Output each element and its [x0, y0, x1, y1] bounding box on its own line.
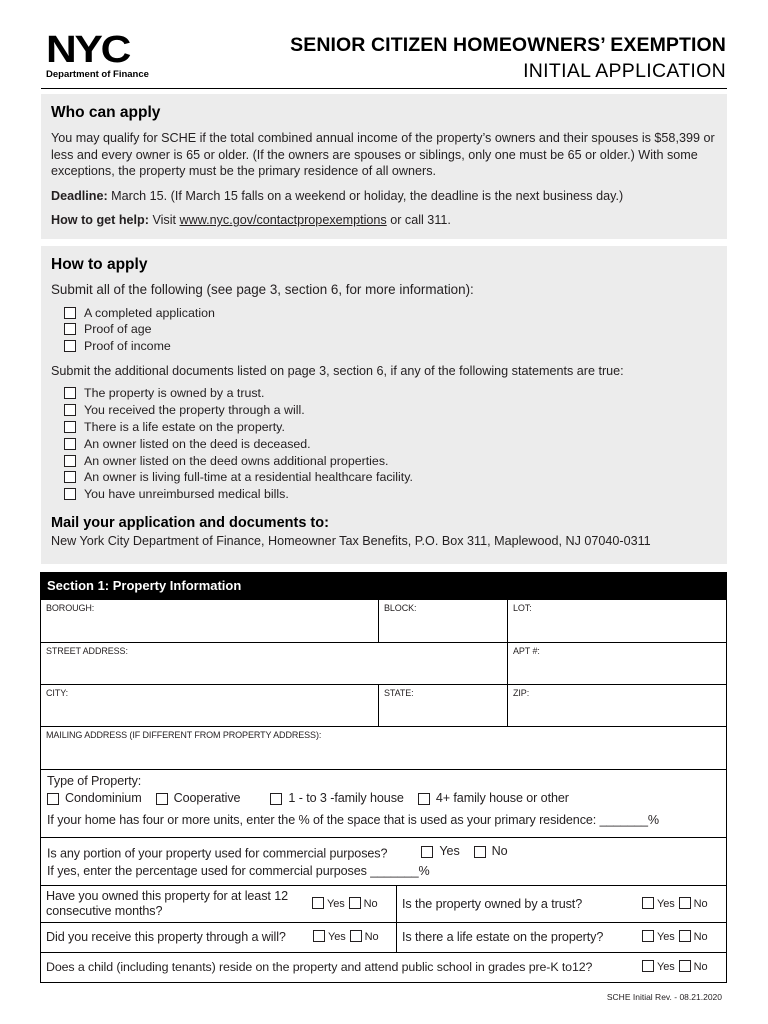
- checkbox-icon[interactable]: [350, 930, 362, 942]
- checkbox-icon[interactable]: [418, 793, 430, 805]
- checkbox-icon[interactable]: [313, 930, 325, 942]
- nyc-logo: [46, 29, 176, 83]
- checkbox-icon[interactable]: [64, 387, 76, 399]
- mailing-address-field[interactable]: MAILING ADDRESS (IF DIFFERENT FROM PROPERTY ADDRESS):: [46, 730, 322, 740]
- statement-item: [64, 436, 717, 453]
- help-pre: Visit: [148, 213, 180, 227]
- checkbox-icon[interactable]: [642, 930, 654, 942]
- checkbox-icon[interactable]: [64, 307, 76, 319]
- checkbox-icon[interactable]: [679, 930, 691, 942]
- child-yes[interactable]: [638, 959, 675, 976]
- borough-field[interactable]: BOROUGH:: [46, 603, 95, 613]
- statement-label: You have unreimbursed medical bills.: [84, 487, 289, 502]
- how-to-apply-heading: How to apply: [51, 256, 148, 273]
- mail-address: New York City Department of Finance, Homeowner Tax Benefits, P.O. Box 311, Maplewood, NJ 07040-0311: [51, 533, 651, 548]
- life-question-cell: [396, 923, 726, 952]
- required-doc-item: [64, 305, 717, 322]
- property-type-label: Condominium: [65, 791, 142, 805]
- required-documents-list: [64, 305, 717, 355]
- additional-intro: Submit the additional documents listed on page 3, section 6, if any of the following statements are true:: [51, 363, 624, 378]
- no-label: No: [693, 961, 708, 973]
- statement-label: The property is owned by a trust.: [84, 386, 265, 401]
- checkbox-icon[interactable]: [64, 404, 76, 416]
- required-doc-label: Proof of income: [84, 339, 171, 354]
- borough-row: [41, 600, 726, 642]
- will-life-row: [41, 922, 726, 952]
- form-title-block: [290, 34, 726, 83]
- street-address-field[interactable]: STREET ADDRESS:: [46, 646, 128, 656]
- will-question: Did you receive this property through a will?: [46, 930, 286, 944]
- lot-field[interactable]: LOT:: [507, 600, 726, 642]
- apt-field[interactable]: APT #:: [507, 643, 726, 684]
- statement-label: An owner listed on the deed is deceased.: [84, 436, 311, 451]
- type-of-property: [41, 770, 726, 837]
- form-title: SENIOR CITIZEN HOMEOWNERS’ EXEMPTION: [290, 34, 726, 56]
- checkbox-icon[interactable]: [474, 846, 486, 858]
- checkbox-icon[interactable]: [270, 793, 282, 805]
- trust-question: Is the property owned by a trust?: [402, 896, 583, 911]
- nyc-logo-mark: NYC: [46, 29, 130, 71]
- statement-label: An owner is living full-time at a residential healthcare facility.: [84, 470, 413, 485]
- commercial-percentage: If yes, enter the percentage used for commercial purposes _______%: [47, 863, 430, 878]
- section-1-property-information: [40, 572, 727, 983]
- commercial-no[interactable]: [474, 843, 508, 860]
- owned-question: Have you owned this property for at least 12 consecutive months?: [46, 889, 289, 918]
- yes-label: Yes: [439, 844, 460, 858]
- yes-label: Yes: [328, 931, 346, 943]
- checkbox-icon[interactable]: [679, 960, 691, 972]
- statement-item: [64, 453, 717, 470]
- commercial-row: [41, 837, 726, 885]
- header-divider: [41, 88, 727, 89]
- property-type-option[interactable]: [418, 790, 569, 807]
- eligibility-text: You may qualify for SCHE if the total combined annual income of the property’s owners and their spouses is $58,399 or less and every owner is 65 or older. (If the owners are spouses or siblings, only one must be 65 or older.) With some exceptions, the property must be the primary residence of all owners.: [51, 131, 715, 178]
- revision-footer: SCHE Initial Rev. - 08.21.2020: [606, 992, 722, 1002]
- help-post: or call 311.: [386, 213, 451, 227]
- state-field[interactable]: STATE:: [378, 685, 507, 726]
- owned-yes[interactable]: [308, 896, 345, 913]
- property-type-label: 1 - to 3 -family house: [288, 791, 404, 805]
- deadline-label: Deadline:: [51, 188, 108, 203]
- checkbox-icon[interactable]: [47, 793, 59, 805]
- checkbox-icon[interactable]: [64, 455, 76, 467]
- how-to-apply-box: [41, 246, 727, 564]
- block-field[interactable]: BLOCK:: [378, 600, 507, 642]
- life-yes[interactable]: [638, 929, 675, 946]
- form-subtitle: INITIAL APPLICATION: [523, 60, 726, 82]
- type-label: Type of Property:: [47, 774, 142, 788]
- property-type-label: Cooperative: [173, 791, 241, 805]
- checkbox-icon[interactable]: [64, 323, 76, 335]
- deadline-value: March 15. (If March 15 falls on a weekend or holiday, the deadline is the next business day.): [107, 188, 624, 203]
- statements-list: [64, 385, 717, 503]
- statement-item: [64, 385, 717, 402]
- mail-heading: Mail your application and documents to:: [51, 514, 329, 531]
- no-label: No: [364, 931, 379, 943]
- owned-trust-row: [41, 885, 726, 922]
- checkbox-icon[interactable]: [64, 340, 76, 352]
- checkbox-icon[interactable]: [312, 897, 324, 909]
- no-label: No: [693, 897, 708, 910]
- statement-label: There is a life estate on the property.: [84, 419, 285, 434]
- checkbox-icon[interactable]: [349, 897, 361, 909]
- checkbox-icon[interactable]: [642, 960, 654, 972]
- units-question: If your home has four or more units, enter the % of the space that is used as your primary residence: _______%: [47, 812, 660, 827]
- no-label: No: [693, 931, 708, 943]
- trust-no[interactable]: [675, 896, 708, 913]
- section-1-heading: Section 1: Property Information: [41, 573, 726, 600]
- help-label: How to get help:: [51, 213, 149, 227]
- will-no[interactable]: [346, 929, 379, 946]
- mailing-row: [41, 726, 726, 769]
- checkbox-icon[interactable]: [64, 421, 76, 433]
- commercial-question-block: [41, 838, 726, 885]
- yes-label: Yes: [327, 897, 345, 910]
- zip-field[interactable]: ZIP:: [507, 685, 726, 726]
- yes-label: Yes: [657, 961, 675, 973]
- who-can-apply-box: [41, 94, 727, 239]
- commercial-line: [47, 843, 720, 863]
- yes-label: Yes: [657, 897, 675, 910]
- required-doc-item: [64, 321, 717, 338]
- trust-question-cell: [396, 886, 726, 922]
- property-type-option[interactable]: [270, 790, 403, 807]
- life-question: Is there a life estate on the property?: [402, 930, 604, 944]
- checkbox-icon[interactable]: [642, 897, 654, 909]
- no-label: No: [363, 897, 378, 910]
- life-no[interactable]: [675, 929, 708, 946]
- statement-item: [64, 469, 717, 486]
- type-row: [41, 769, 726, 837]
- trust-yes[interactable]: [638, 896, 675, 913]
- checkbox-icon[interactable]: [64, 488, 76, 500]
- commercial-yes[interactable]: [421, 843, 459, 860]
- yes-label: Yes: [657, 931, 675, 943]
- required-doc-label: A completed application: [84, 305, 215, 320]
- property-type-options: [47, 790, 720, 810]
- property-type-label: 4+ family house or other: [435, 791, 569, 805]
- statement-label: An owner listed on the deed owns additional properties.: [84, 453, 389, 468]
- statement-item: [64, 486, 717, 503]
- statement-item: [64, 419, 717, 436]
- owned-question-cell: [41, 886, 396, 922]
- city-field[interactable]: CITY:: [46, 688, 69, 698]
- city-row: [41, 684, 726, 726]
- property-type-option[interactable]: [47, 790, 142, 807]
- checkbox-icon[interactable]: [421, 846, 433, 858]
- commercial-question: Is any portion of your property used for commercial purposes?: [47, 846, 388, 861]
- statement-label: You received the property through a will.: [84, 403, 305, 418]
- checkbox-icon[interactable]: [679, 897, 691, 909]
- child-no[interactable]: [675, 959, 708, 976]
- street-row: [41, 642, 726, 684]
- owned-no[interactable]: [345, 896, 378, 913]
- child-question-cell: [41, 953, 726, 982]
- how-intro: Submit all of the following (see page 3, section 6, for more information):: [51, 282, 474, 297]
- deadline-text: [51, 188, 717, 205]
- checkbox-icon[interactable]: [64, 438, 76, 450]
- will-yes[interactable]: [309, 929, 346, 946]
- help-link[interactable]: www.nyc.gov/contactpropexemptions: [179, 213, 387, 227]
- child-question: Does a child (including tenants) reside on the property and attend public school in grades pre-K to12?: [46, 960, 593, 974]
- department-name: Department of Finance: [46, 69, 149, 80]
- will-question-cell: [41, 923, 396, 952]
- checkbox-icon[interactable]: [64, 471, 76, 483]
- checkbox-icon[interactable]: [156, 793, 168, 805]
- no-label: No: [491, 844, 508, 858]
- required-doc-item: [64, 338, 717, 355]
- property-type-option[interactable]: [156, 790, 241, 807]
- child-row: [41, 952, 726, 982]
- who-can-apply-heading: Who can apply: [51, 104, 161, 121]
- help-text: [51, 212, 717, 229]
- statement-item: [64, 402, 717, 419]
- required-doc-label: Proof of age: [84, 322, 152, 337]
